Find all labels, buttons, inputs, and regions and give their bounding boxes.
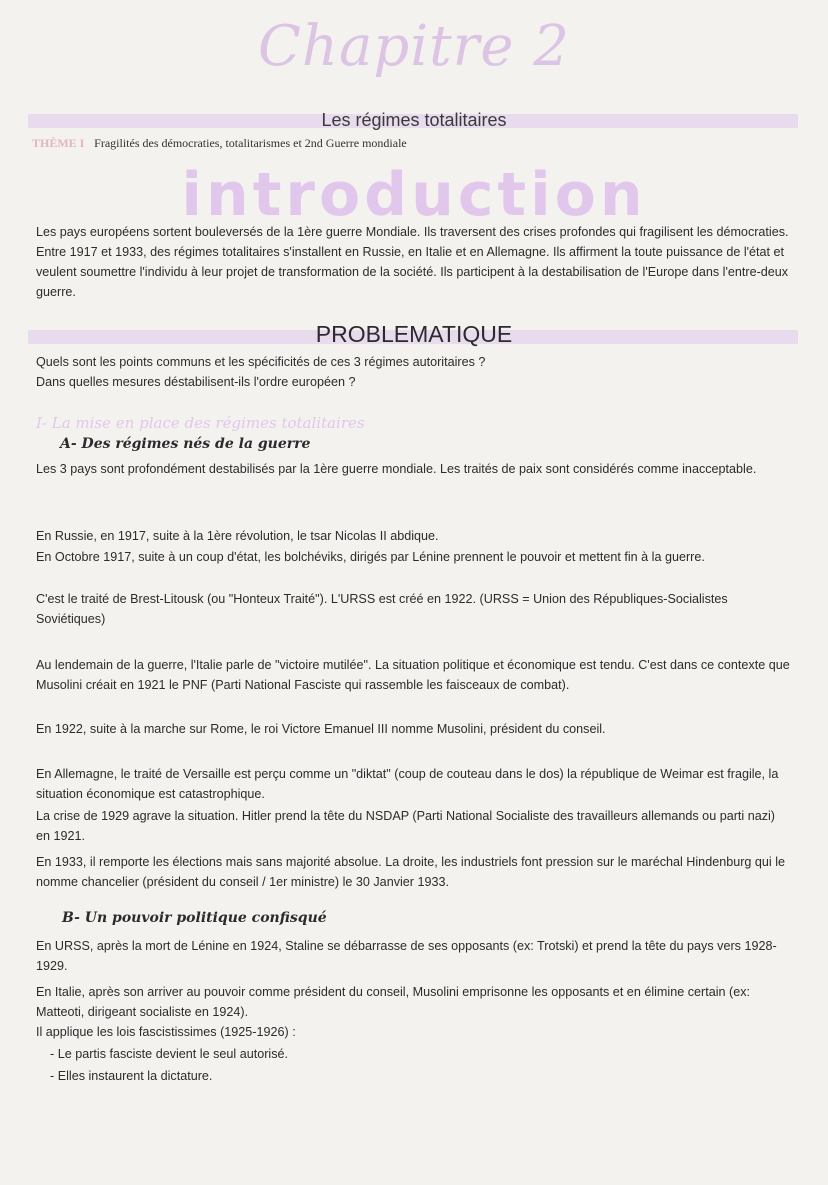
part-a-paragraph-3: En Octobre 1917, suite à un coup d'état, les bolchéviks, dirigés par Lénine prennent le pouvoir et mettent fin à la guerre. (36, 550, 705, 564)
problematique-question-1: Quels sont les points communs et les spécificités de ces 3 régimes autoritaires ? (36, 355, 486, 369)
problematique-question-2: Dans quelles mesures déstabilisent-ils l'ordre européen ? (36, 375, 356, 389)
theme-label: THÈME I (32, 136, 85, 150)
part-b-bullet-2: - Elles instaurent la dictature. (50, 1069, 213, 1083)
theme-text: Fragilités des démocraties, totalitarismes et 2nd Guerre mondiale (94, 136, 407, 150)
part-a-paragraph-2: En Russie, en 1917, suite à la 1ère révolution, le tsar Nicolas II abdique. (36, 529, 439, 543)
intro-heading: introduction (181, 160, 647, 230)
chapter-title: Chapitre 2 (258, 14, 570, 79)
part-a-paragraph-4: C'est le traité de Brest-Litousk (ou "Honteux Traité"). L'URSS est créé en 1922. (URSS = Union des Républiques-Socialistes Soviétiques) (36, 592, 728, 626)
subtitle: Les régimes totalitaires (321, 110, 507, 130)
section-1-title: I- La mise en place des régimes totalitaires (36, 414, 365, 432)
intro-paragraph: Les pays européens sortent bouleversés de la 1ère guerre Mondiale. Ils traversent des crises profondes qui fragilisent les démocraties. Entre 1917 et 1933, des régimes totalitaires s'installent en Russie, en Italie et en Allemagne. Ils affirment la toute puissance de l'état et veulent soumettre l'individu à leur projet de transformation de la société. Ils participent à la destabilisation de l'Europe dans l'entre-deux guerre. (36, 225, 789, 299)
part-a-paragraph-7: En Allemagne, le traité de Versaille est perçu comme un "diktat" (coup de couteau dans le dos) la république de Weimar est fragile, la situation économique est catastrophique. (36, 767, 779, 801)
part-a-paragraph-6: En 1922, suite à la marche sur Rome, le roi Victore Emanuel III nomme Musolini, président du conseil. (36, 722, 606, 736)
part-a-paragraph-9: En 1933, il remporte les élections mais sans majorité absolue. La droite, les industriels font pression sur le maréchal Hindenburg qui le nomme chancelier (président du conseil / 1er ministre) le 30 Janvier 1933. (36, 855, 786, 889)
problematique-heading: PROBLEMATIQUE (315, 321, 513, 347)
part-b-paragraph-2: En Italie, après son arriver au pouvoir comme président du conseil, Musolini emprisonne les opposants et en élimine certain (ex: Matteoti, dirigeant socialiste en 1924). (36, 985, 751, 1019)
part-b-bullet-1: - Le partis fasciste devient le seul autorisé. (50, 1047, 289, 1061)
part-a-paragraph-5: Au lendemain de la guerre, l'Italie parle de "victoire mutilée". La situation politique et économique est tendu. C'est dans ce contexte que Musolini créait en 1921 le PNF (Parti National Fasciste qui rassemble les faisceaux de combat). (36, 658, 790, 692)
part-a-paragraph-1: Les 3 pays sont profondément destabilisés par la 1ère guerre mondiale. Les traités de paix sont considérés comme inacceptable. (36, 462, 757, 476)
part-a-title: A- Des régimes nés de la guerre (60, 436, 311, 452)
part-a-paragraph-8: La crise de 1929 agrave la situation. Hitler prend la tête du NSDAP (Parti National Socialiste des travailleurs allemands ou parti nazi) en 1921. (36, 809, 775, 843)
part-b-paragraph-1: En URSS, après la mort de Lénine en 1924, Staline se débarrasse de ses opposants (ex: Trotski) et prend la tête du pays vers 1928-1929. (36, 939, 777, 973)
part-b-paragraph-3: Il applique les lois fascistissimes (1925-1926) : (36, 1025, 296, 1039)
part-b-title: B- Un pouvoir politique confisqué (62, 910, 327, 926)
theme-row (32, 136, 407, 151)
